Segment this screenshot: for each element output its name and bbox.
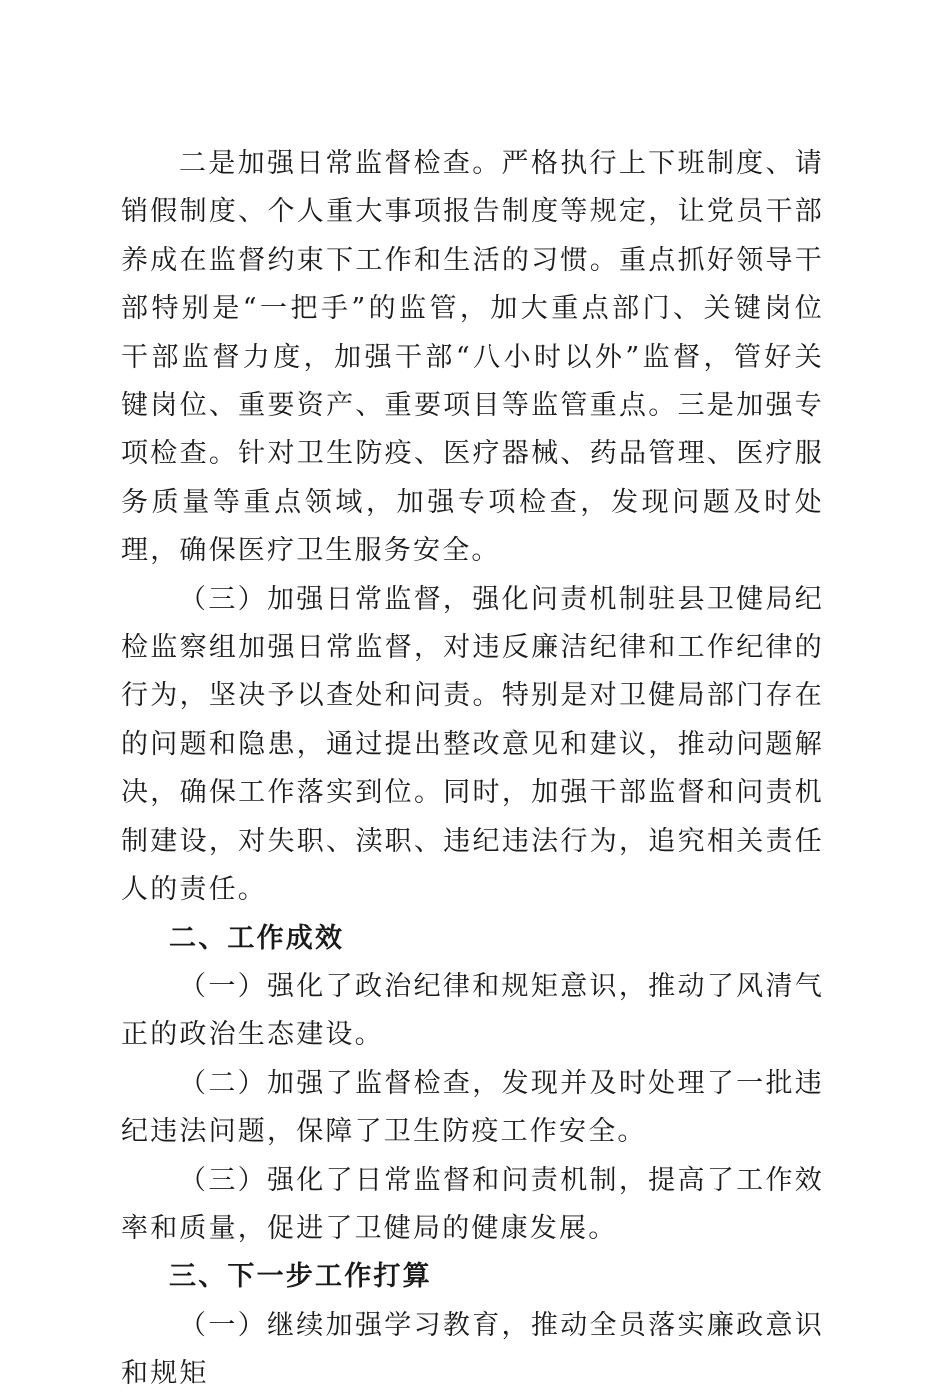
section-heading-results: 二、工作成效: [169, 922, 345, 954]
paragraph-next-step-1: （一）继续加强学习教育，推动全员落实廉政意识和规矩: [121, 1309, 824, 1390]
document-body: [121, 140, 824, 1399]
paragraph-result-1: （一）强化了政治纪律和规矩意识，推动了风清气正的政治生态建设。: [121, 970, 824, 1051]
paragraph-result-2: （二）加强了监督检查，发现并及时处理了一批违纪违法问题，保障了卫生防疫工作安全。: [121, 1067, 824, 1148]
paragraph-result-3: （三）强化了日常监督和问责机制，提高了工作效率和质量，促进了卫健局的健康发展。: [121, 1164, 824, 1244]
section-heading-next-steps: 三、下一步工作打算: [169, 1261, 432, 1293]
paragraph-supervision-inspection: 二是加强日常监督检查。严格执行上下班制度、请销假制度、个人重大事项报告制度等规定，让党员干部养成在监督约束下工作和生活的习惯。重点抓好领导干部特别是“一把手”的监管，加大重点部门、关键岗位干部监督力度，加强干部“八小时以外”监督，管好关键岗位、重要资产、重要项目等监管重点。三是加强专项检查。针对卫生防疫、医疗器械、药品管理、医疗服务质量等重点领域，加强专项检查，发现问题及时处理，确保医疗卫生服务安全。: [121, 148, 824, 567]
paragraph-daily-supervision: （三）加强日常监督，强化问责机制驻县卫健局纪检监察组加强日常监督，对违反廉洁纪律和工作纪律的行为，坚决予以查处和问责。特别是对卫健局部门存在的问题和隐患，通过提出整改意见和建议，推动问题解决，确保工作落实到位。同时，加强干部监督和问责机制建设，对失职、渎职、违纪违法行为，追究相关责任人的责任。: [121, 583, 824, 906]
